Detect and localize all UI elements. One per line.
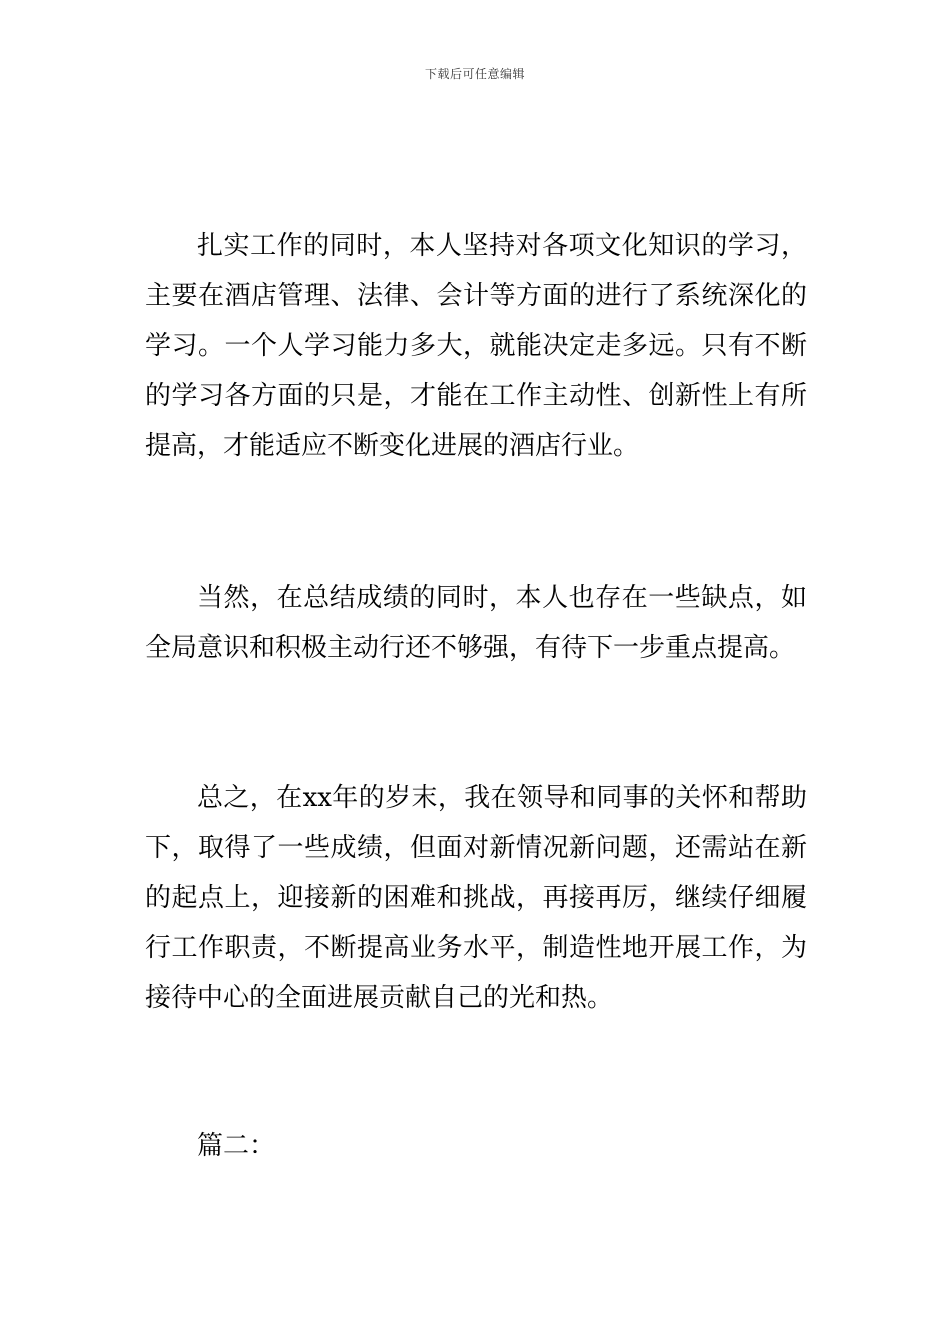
section-heading: 篇二：	[197, 1131, 276, 1161]
paragraph-shortcomings: 当然，在总结成绩的同时，本人也存在一些缺点，如全局意识和积极主动行还不够强，有待下一步重点提高。	[145, 583, 807, 663]
paragraph-conclusion: 总之，在xx年的岁末，我在领导和同事的关怀和帮助下，取得了一些成绩，但面对新情况新问题，还需站在新的起点上，迎接新的困难和挑战，再接再厉，继续仔细履行工作职责，不断提高业务水平，制造性地开展工作，为接待中心的全面进展贡献自己的光和热。	[145, 783, 807, 1013]
page-header: 下载后可任意编辑	[424, 67, 525, 81]
paragraph-study: 扎实工作的同时，本人坚持对各项文化知识的学习，主要在酒店管理、法律、会计等方面的进行了系统深化的学习。一个人学习能力多大，就能决定走多远。只有不断的学习各方面的只是，才能在工作主动性、创新性上有所提高，才能适应不断变化进展的酒店行业。	[145, 231, 807, 461]
